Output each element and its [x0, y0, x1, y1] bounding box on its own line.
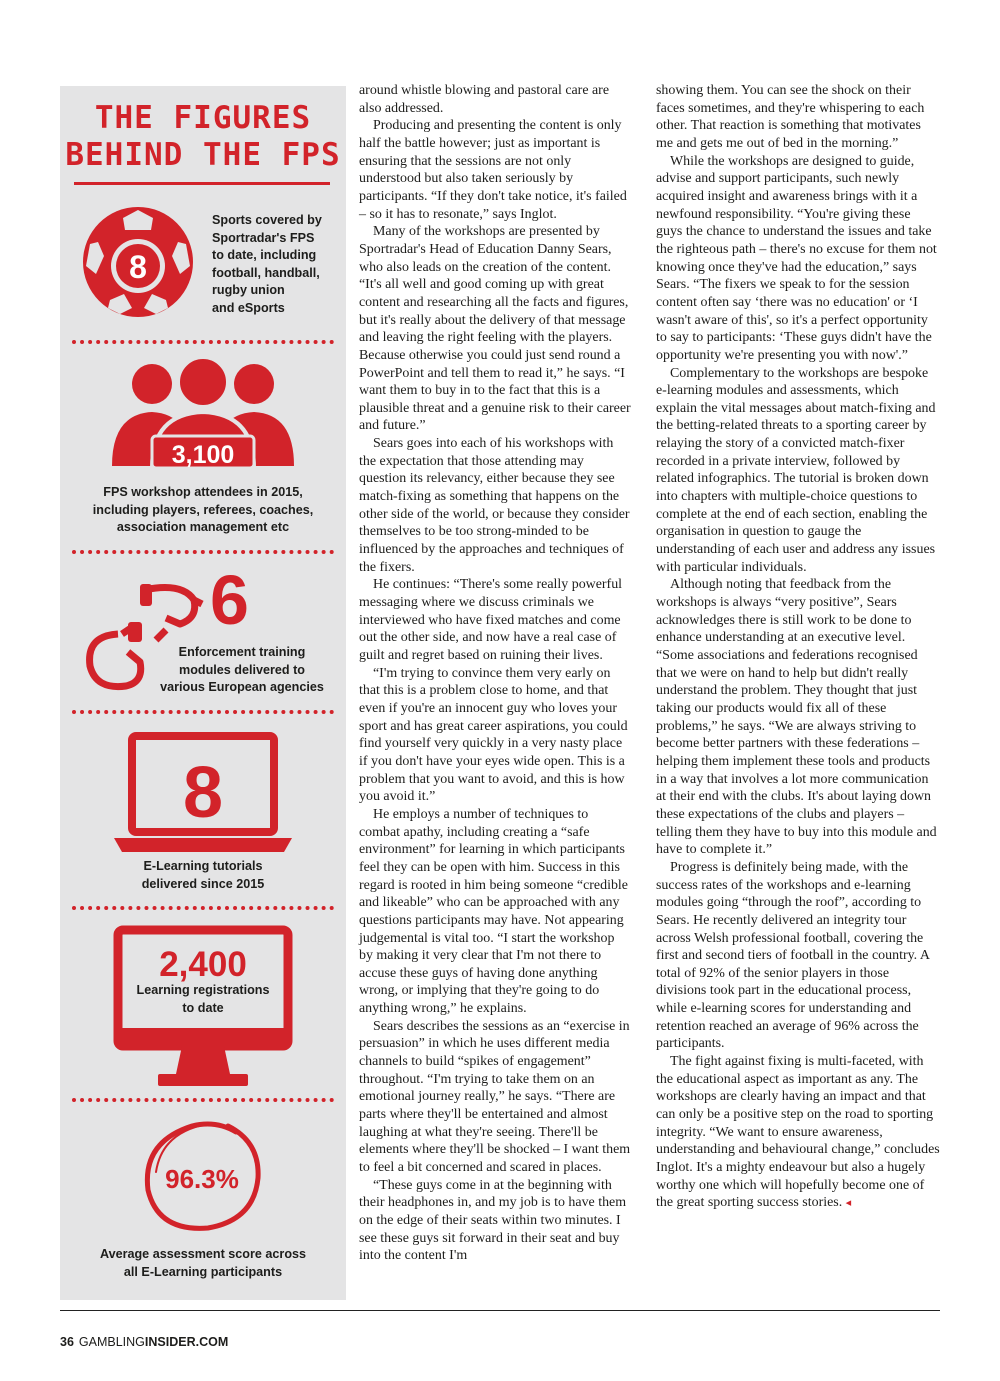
- paragraph: He continues: “There's some really powerful messaging where we discuss criminals we interviewed who have fixed matches and come out the other side, and now have a real case of guilt and regret based on ruining their lives.: [359, 577, 623, 663]
- paragraph: Many of the workshops are presented by Sportradar's Head of Education Danny Sears, who also leads on the creation of the content. “It's all well and good coming up with great content and researching all the facts and figures, but it's really about the delivery of that message and leaving the right feeling with the players. Because otherwise you could just send round a PowerPoint and tell them to read it,” he says. “I want them to buy in to the fact that this is a plausible threat and a genuine risk to their career and future.”: [359, 224, 631, 434]
- football-icon: [80, 204, 196, 320]
- brand-name-part1: GAMBLING: [78, 1335, 145, 1349]
- brand-name-part2: INSIDER.COM: [144, 1335, 229, 1349]
- stat-caption: Learning registrations to date: [136, 983, 270, 1015]
- stat-caption: Enforcement training modules delivered to various European agencies: [160, 645, 324, 694]
- stat-caption: FPS workshop attendees in 2015, including players, referees, coaches, association management etc: [92, 485, 314, 534]
- dotted-divider: [72, 340, 334, 344]
- article-column-1: [359, 82, 631, 1265]
- dotted-divider: [72, 906, 334, 910]
- infographic-sidebar: [60, 86, 346, 1300]
- sidebar-title: [60, 100, 346, 174]
- article-column-2: [656, 82, 940, 1213]
- paragraph: Sears describes the sessions as an “exercise in persuasion” in which he uses different media channels to build “spikes of engagement” throughout. “I'm trying to take them on an emotional journey really,” he says. “There are parts where they'll be entertained and almost laughing at what they're seeing. There'll be elements where they'll be shocked – I want them to feel a bit concerned and scared in places.: [359, 1018, 631, 1176]
- dotted-divider: [72, 550, 334, 554]
- page-footer: [60, 1335, 228, 1349]
- stat-caption: Sports covered by Sportradar's FPS to date, including football, handball, rugby union and eSports: [212, 213, 322, 315]
- laptop-icon: [112, 730, 294, 854]
- stat-value: 96.3%: [165, 1164, 239, 1194]
- end-of-article-marker: ◂: [845, 1197, 852, 1210]
- paragraph: “I'm trying to convince them very early on that this is a problem close to home, and that even if you're an innocent guy who loves your sport and has great career aspirations, you could find yourself very quickly in a very nasty place if you don't have your eyes wide open. This is a problem that you want to avoid, and this is how you avoid it.”: [359, 665, 628, 805]
- stat-value: 3,100: [171, 441, 235, 469]
- final-paragraph-text: The fight against fixing is multi-faceted, with the educational aspect as important as any. The workshops are clearly having an impact and that can only be a positive step on the road to sporting integrity. “We want to ensure awareness, understanding and behavioural change,” concludes Inglot. It's a mighty endeavour but also a hugely worthy one which will hopefully become one of the great sporting success stories.: [656, 1054, 940, 1211]
- paragraph: Progress is definitely being made, with the success rates of the workshops and e-learning modules going “through the roof”, according to Sears. He recently delivered an integrity tour across Welsh professional football, covering the first and second tiers of football in the country. A total of 92% of the senior players in those divisions took part in the educational process, while e-learning scores for understanding and retention reached an average of 96% across the participants.: [656, 859, 930, 1052]
- stat-caption: E-Learning tutorials delivered since 2015: [141, 859, 265, 891]
- people-group-icon: [108, 356, 298, 476]
- paragraph: showing them. You can see the shock on their faces sometimes, and they're whispering to each other. That reaction is something that motivates me and gets me out of bed in the morning.”: [656, 83, 925, 151]
- dotted-divider: [72, 710, 334, 714]
- stat-value: 8: [129, 249, 147, 285]
- paragraph: [656, 1053, 940, 1213]
- page-number: 36: [60, 1335, 74, 1349]
- sidebar-title-line1: THE FIGURES: [94, 100, 312, 136]
- paragraph: Producing and presenting the content is only half the battle however; just as important is ensuring that the sessions are not only understood but also taken seriously by participants. “If they don't take notice, it's failed – so it has to resonate,” says Inglot.: [359, 118, 627, 222]
- stat-value: 8: [182, 753, 224, 833]
- paragraph: “These guys come in at the beginning with their headphones in, and my job is to have them on the edge of their seats within two minutes. I see these guys sit forward in their seat and buy into the content I'm: [359, 1177, 627, 1264]
- score-ring-icon: [136, 1112, 270, 1240]
- stat-value: 2,400: [159, 945, 247, 984]
- paragraph: around whistle blowing and pastoral care are also addressed.: [359, 83, 610, 116]
- title-underline: [74, 182, 330, 185]
- sidebar-title-line2: BEHIND THE FPS: [65, 137, 341, 173]
- stat-value: 6: [210, 561, 249, 639]
- paragraph: Although noting that feedback from the workshops is always “very positive”, Sears acknowledges there is still work to be done to enhance understanding at an executive level. “Some associations and federations recognised that we were on hand to help but didn't really understand the problem. They thought that just taking our products would fix all of these problems,” he says. “We are always striving to become better partners with these federations – helping them implement these tools and products in a way that involves a lot more communication at their end with the clubs. It's about laying down these expectations of the clubs and players – telling them they have to buy into this module and have to complete it.”: [656, 577, 937, 858]
- stat-caption: Average assessment score across all E-Learning participants: [99, 1247, 307, 1279]
- dotted-divider: [72, 1098, 334, 1102]
- paragraph: Complementary to the workshops are bespoke e-learning modules and assessments, which explain the vital messages about match-fixing and the betting-related threats to a sporting career by relaying the story of a convicted match-fixer recorded in a private interview, followed by related infographics. The tutorial is broken down into chapters with multiple-choice questions to complete at the end of each section, enabling the organisation in question to gauge the understanding of each user and address any issues with particular individuals.: [656, 365, 936, 575]
- paragraph: Sears goes into each of his workshops with the expectation that those attending may question its relevancy, either because they see match-fixing as something that happens on the other side of the world, or because they consider themselves to be too strong-minded to be influenced by the approaches and techniques of the fixers.: [359, 436, 630, 575]
- paragraph: He employs a number of techniques to combat apathy, including creating a “safe environment” for learning in which participants feel they can be open with him. Success in this regard is rooted in him being someone “credible and likeable” who can be approached with any questions participants may have. Not appearing judgemental is vital too. “I start the workshop by making it very clear that I'm not there to accuse these guys of having done anything wrong, or implying that they're going to do anything wrong,” he explains.: [359, 806, 628, 1017]
- footer-rule: [60, 1310, 940, 1311]
- paragraph: While the workshops are designed to guide, advise and support participants, such newly acquired insight and awareness brings with it a newfound responsibility. “You're giving these guys the chance to understand the issues and take the righteous path – there's no excuse for them not knowing once they've had the education,” says Sears. “The fixers we speak to for the session content often say ‘there was no education' or ‘I wasn't aware of this', so it's a perfect opportunity to say to participants: ‘These guys didn't have the opportunity we're presenting you with now'.”: [656, 153, 937, 363]
